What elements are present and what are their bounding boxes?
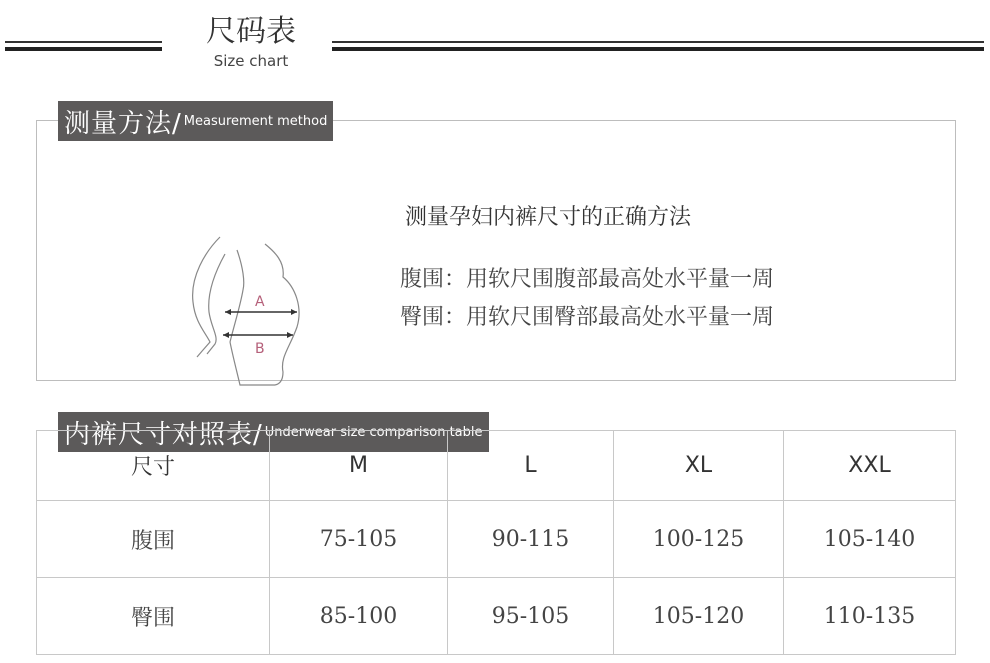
measurement-figure: [185, 232, 315, 387]
table-row: [37, 501, 956, 578]
size-table: [36, 430, 956, 655]
measurement-tag-en: Measurement method: [183, 113, 328, 129]
table-cell: 105-140: [784, 501, 956, 578]
comparison-tag-cn: 内裤尺寸对照表/: [64, 419, 263, 450]
row-label: 腹围: [37, 501, 270, 578]
figure-label-a: A: [255, 294, 265, 310]
table-header-row: [37, 431, 956, 501]
table-cell: 95-105: [448, 578, 614, 655]
table-cell: 100-125: [614, 501, 784, 578]
column-header: L: [448, 431, 614, 501]
header-rule-right-bottom: [332, 47, 984, 51]
column-header: XL: [614, 431, 784, 501]
measurement-panel: [36, 120, 956, 381]
table-cell: 105-120: [614, 578, 784, 655]
table-row: [37, 578, 956, 655]
header-rule-right-top: [332, 41, 984, 43]
column-header: M: [270, 431, 448, 501]
measurement-line-hip: 臀围：用软尺围臀部最高处水平量一周: [400, 305, 775, 330]
table-cell: 75-105: [270, 501, 448, 578]
page-title: 尺码表: [206, 14, 296, 49]
table-cell: 90-115: [448, 501, 614, 578]
comparison-tag-en: Underwear size comparison table: [264, 424, 483, 440]
column-header: XXL: [784, 431, 956, 501]
figure-label-b: B: [255, 341, 265, 357]
header-rule-left-top: [5, 41, 162, 43]
measurement-tag-cn: 测量方法/: [64, 108, 182, 139]
table-cell: 85-100: [270, 578, 448, 655]
table-cell: 110-135: [784, 578, 956, 655]
row-label: 臀围: [37, 578, 270, 655]
measurement-line-waist: 腹围：用软尺围腹部最高处水平量一周: [400, 267, 775, 292]
measurement-heading: 测量孕妇内裤尺寸的正确方法: [405, 205, 692, 230]
measurement-section-tag: [58, 101, 333, 141]
page-subtitle: Size chart: [213, 52, 289, 70]
header-rule-left-bottom: [5, 47, 162, 51]
column-header: 尺寸: [37, 431, 270, 501]
